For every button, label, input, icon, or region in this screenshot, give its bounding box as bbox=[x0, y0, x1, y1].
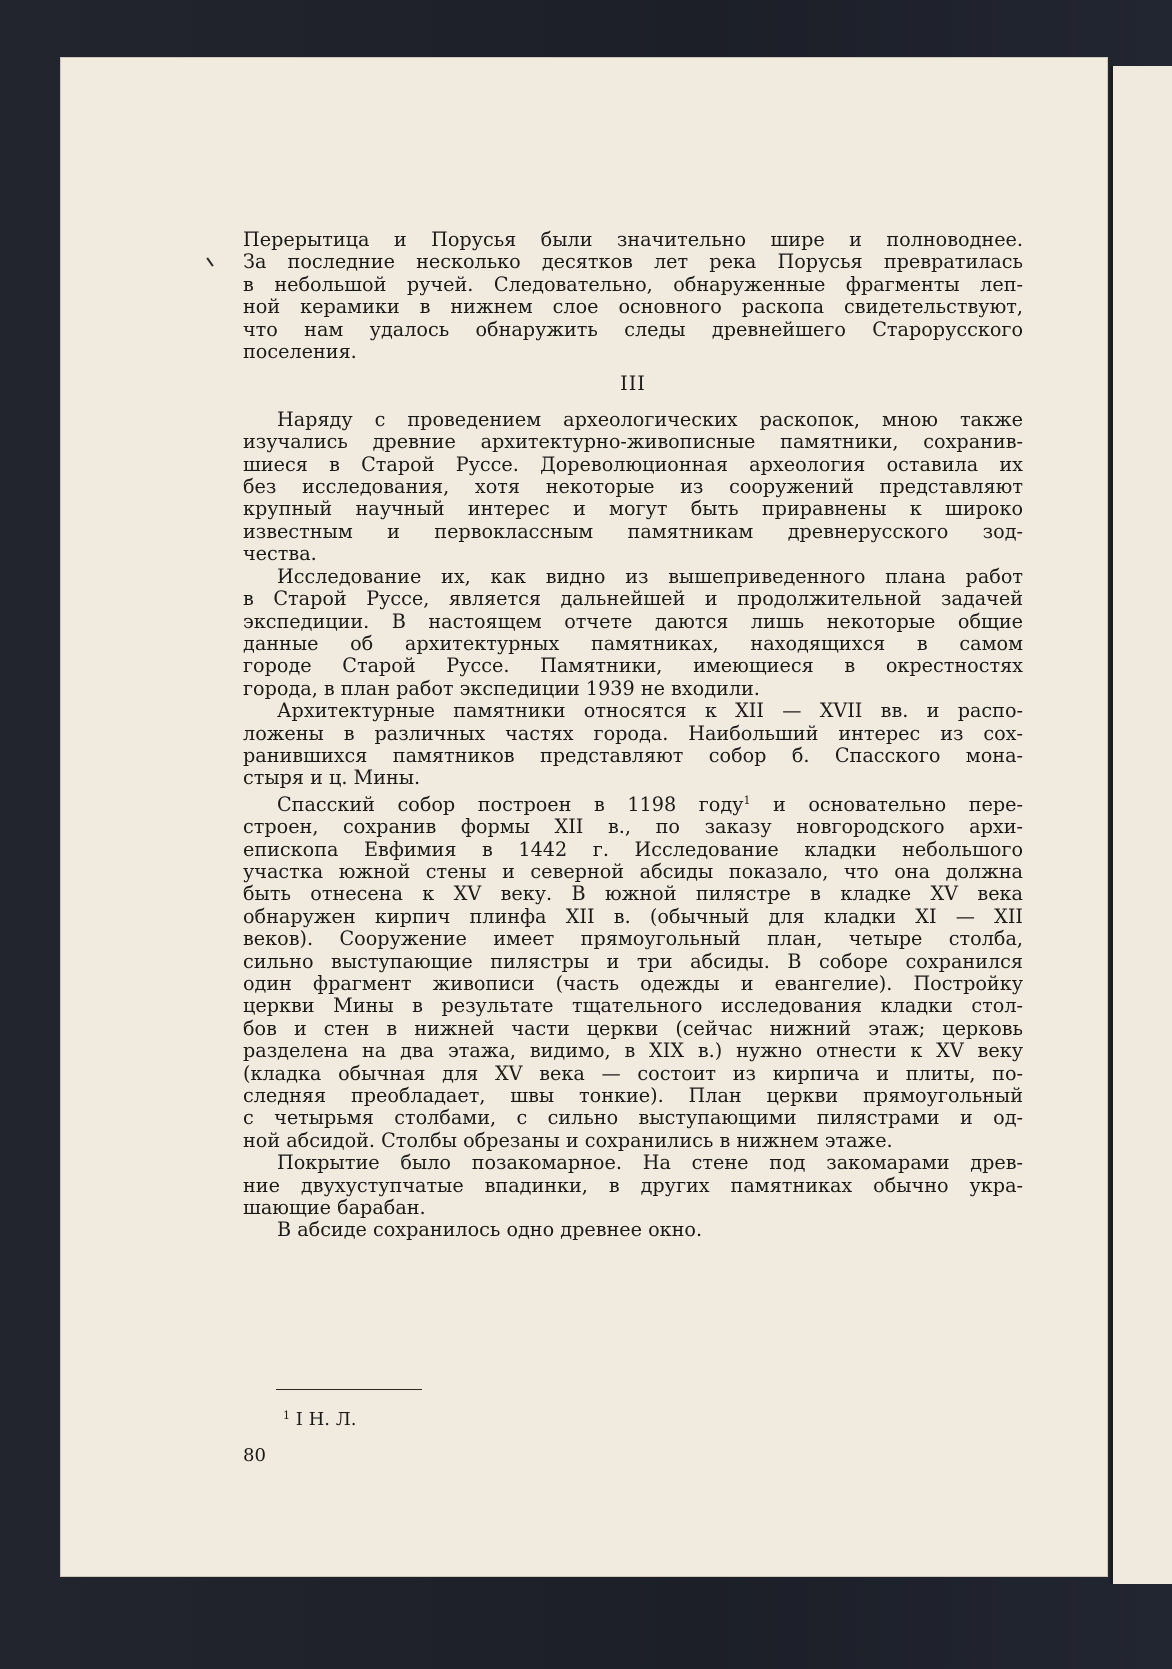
paragraph-3 bbox=[243, 700, 1023, 790]
text-line: обнаружен кирпич плинфа XII в. (обычный для кладки XI — XII bbox=[243, 904, 1023, 928]
text-line: крупный научный интерес и могут быть приравнены к широко bbox=[243, 497, 1023, 521]
paragraph-6 bbox=[243, 1219, 1023, 1241]
text-line: известным и первоклассным памятникам древнерусского зод- bbox=[243, 519, 1023, 543]
text-line: в небольшой ручей. Следовательно, обнаруженные фрагменты леп- bbox=[243, 272, 1023, 296]
paragraph-4 bbox=[243, 790, 1023, 1153]
text-line bbox=[243, 790, 1023, 816]
text-line: изучались древние архитектурно-живописные памятники, сохранив- bbox=[243, 430, 1023, 454]
text-line: следняя преобладает, швы тонкие). План церкви прямоугольный bbox=[243, 1084, 1023, 1108]
text-line: участка южной стены и северной абсиды показало, что она должна bbox=[243, 859, 1023, 883]
text-line: (кладка обычная для XV века — состоит из кирпича и плиты, по- bbox=[243, 1061, 1023, 1085]
page-body bbox=[243, 229, 1023, 1242]
text-line: ложены в различных частях города. Наибольший интерес из сох- bbox=[243, 721, 1023, 745]
text-line: городе Старой Руссе. Памятники, имеющиеся в окрестностях bbox=[243, 654, 1023, 678]
text-line: ранившихся памятников представляют собор б. Спасского мона- bbox=[243, 743, 1023, 767]
section-number: III bbox=[620, 372, 646, 396]
paragraph-top bbox=[243, 229, 1023, 363]
text-line: веков). Сооружение имеет прямоугольный план, четыре столба, bbox=[243, 927, 1023, 951]
text-line: без исследования, хотя некоторые из сооружений представляют bbox=[243, 475, 1023, 499]
footnote-text: І Н. Л. bbox=[295, 1409, 357, 1430]
facing-page-edge bbox=[1110, 66, 1172, 1584]
page-number: 80 bbox=[243, 1445, 266, 1466]
text-fragment: Спасский собор построен в 1198 году bbox=[277, 792, 744, 816]
text-line: сильно выступающие пилястры и три абсиды. В соборе сохранился bbox=[243, 949, 1023, 973]
text-line: епископа Евфимия в 1442 г. Исследование кладки небольшого bbox=[243, 837, 1023, 861]
text-line: строен, сохранив формы XII в., по заказу новгородского архи- bbox=[243, 815, 1023, 839]
footnote-marker: 1 bbox=[283, 1409, 290, 1422]
text-line: Наряду с проведением археологических раскопок, мною также bbox=[277, 407, 1023, 431]
text-line: разделена на два этажа, видимо, в XIX в.) нужно отнести к XV веку bbox=[243, 1039, 1023, 1063]
text-line: Перерытица и Порусья были значительно шире и полноводнее. bbox=[243, 228, 1023, 251]
text-line: Покрытие было позакомарное. На стене под закомарами древ- bbox=[277, 1151, 1023, 1175]
text-line: стыря и ц. Мины. bbox=[243, 766, 421, 790]
text-line: Исследование их, как видно из вышеприведенного плана работ bbox=[277, 564, 1023, 588]
text-line: ной керамики в нижнем слое основного раскопа свидетельствуют, bbox=[243, 295, 1023, 319]
text-line: экспедиции. В настоящем отчете даются лишь некоторые общие bbox=[243, 609, 1023, 633]
text-line: один фрагмент живописи (часть одежды и евангелие). Постройку bbox=[243, 972, 1023, 995]
footnote bbox=[283, 1409, 356, 1430]
text-line: чества. bbox=[243, 542, 317, 566]
text-line: шиеся в Старой Руссе. Дореволюционная археология оставила их bbox=[243, 452, 1023, 476]
text-line: что нам удалось обнаружить следы древнейшего Старорусского bbox=[243, 317, 1023, 341]
text-line: города, в план работ экспедиции 1939 не входили. bbox=[243, 676, 760, 700]
text-line: быть отнесена к XV веку. В южной пилястре в кладке XV века bbox=[243, 882, 1023, 906]
text-line: с четырьмя столбами, с сильно выступающими пилястрами и од- bbox=[243, 1106, 1023, 1130]
text-line: В абсиде сохранилось одно древнее окно. bbox=[277, 1218, 703, 1242]
text-line: ной абсидой. Столбы обрезаны и сохранились в нижнем этаже. bbox=[243, 1128, 893, 1152]
paragraph-1 bbox=[243, 409, 1023, 566]
text-line: церкви Мины в результате тщательного исследования кладки стол- bbox=[243, 994, 1023, 1018]
text-line: данные об архитектурных памятниках, находящихся в самом bbox=[243, 631, 1023, 655]
text-line: За последние несколько десятков лет река Порусья превратилась bbox=[243, 250, 1023, 274]
text-line: шающие барабан. bbox=[243, 1196, 426, 1220]
text-line: поселения. bbox=[243, 340, 357, 364]
footnote-reference: 1 bbox=[743, 793, 751, 807]
paragraph-2 bbox=[243, 566, 1023, 700]
footnote-rule bbox=[276, 1389, 422, 1390]
text-line: бов и стен в нижней части церкви (сейчас нижний этаж; церковь bbox=[243, 1016, 1023, 1040]
text-fragment: и основательно пере- bbox=[750, 792, 1023, 816]
text-line: ние двухуступчатые впадинки, в других памятниках обычно укра- bbox=[243, 1173, 1023, 1197]
text-line: Архитектурные памятники относятся к XII — XVII вв. и распо- bbox=[277, 699, 1023, 723]
paragraph-5 bbox=[243, 1152, 1023, 1219]
text-line: в Старой Руссе, является дальнейшей и продолжительной задачей bbox=[243, 587, 1023, 611]
